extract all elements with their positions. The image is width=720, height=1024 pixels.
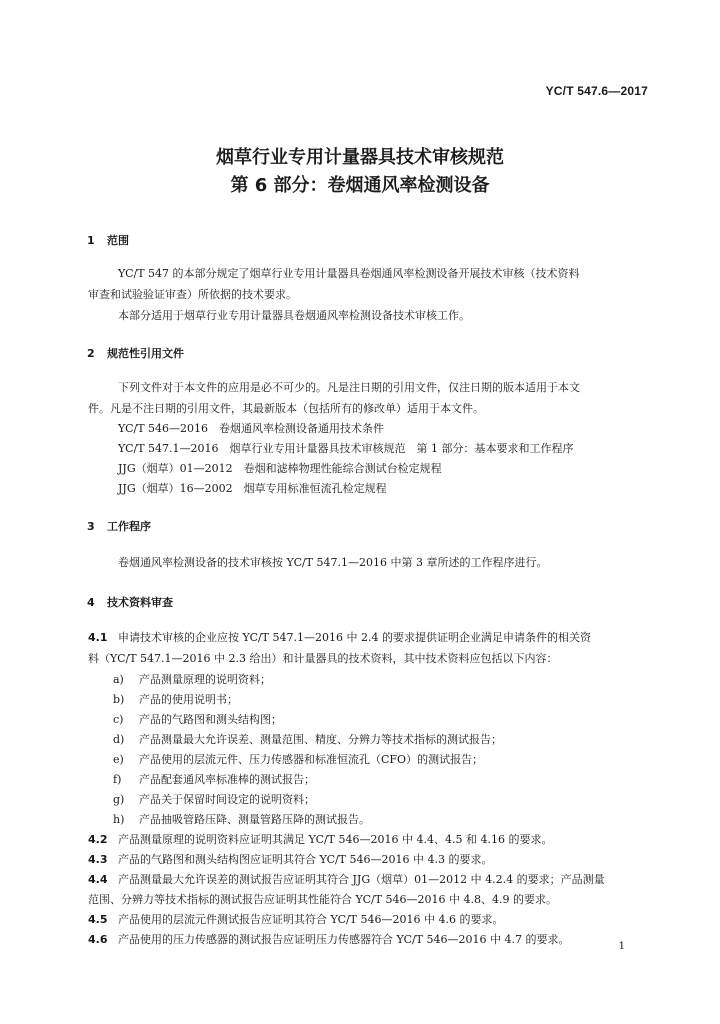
clause-text: 产品测量原理的说明资料应证明其满足 YC/T 546—2016 中 4.4、4.5 和 4.16 的要求。	[118, 833, 553, 846]
document-title: 烟草行业专用计量器具技术审核规范	[216, 147, 504, 168]
clause-number: 4.4	[88, 873, 108, 886]
page-number: 1	[618, 941, 625, 952]
list-label: b)	[113, 693, 125, 706]
paragraph: 审查和试验验证审查）所依据的技术要求。	[88, 288, 297, 301]
clause-4-6	[88, 932, 570, 948]
section-title: 范围	[107, 234, 129, 247]
clause-number: 4.5	[88, 913, 108, 926]
standard-code: YC/T 547.6—2017	[545, 84, 648, 98]
section-1-heading	[87, 232, 129, 248]
list-label: e)	[113, 753, 124, 766]
section-2-heading	[87, 345, 184, 361]
list-text: 产品使用的层流元件、压力传感器和标准恒流孔（CFO）的测试报告；	[139, 753, 484, 766]
list-text: 产品测量最大允许误差、测量范围、精度、分辨力等技术指标的测试报告；	[139, 733, 502, 746]
list-item	[113, 732, 502, 748]
clause-number: 4.6	[88, 933, 108, 946]
section-4-heading	[87, 594, 173, 610]
list-item	[113, 772, 315, 788]
list-text: 产品配套通风率标准棒的测试报告；	[139, 773, 315, 786]
section-title: 技术资料审查	[107, 596, 173, 609]
reference-item: YC/T 546—2016 卷烟通风率检测设备通用技术条件	[118, 422, 385, 435]
paragraph: 件。凡是不注日期的引用文件，其最新版本（包括所有的修改单）适用于本文件。	[88, 402, 484, 415]
clause-number: 4.1	[88, 631, 108, 644]
list-item	[113, 752, 483, 768]
list-label: d)	[113, 733, 125, 746]
clause-number: 4.3	[88, 853, 108, 866]
document-subtitle: 第 6 部分：卷烟通风率检测设备	[230, 175, 490, 196]
section-title: 规范性引用文件	[107, 347, 184, 360]
list-item	[113, 812, 370, 828]
clause-text: 产品测量最大允许误差的测试报告应证明其符合 JJG（烟草）01—2012 中 4.2.4 的要求；产品测量	[118, 873, 605, 886]
clause-text: 产品的气路图和测头结构图应证明其符合 YC/T 546—2016 中 4.3 的要求。	[118, 853, 493, 866]
list-label: f)	[113, 773, 122, 786]
section-number: 4	[87, 596, 95, 609]
list-text: 产品关于保留时间设定的说明资料；	[139, 793, 315, 806]
reference-item: JJG（烟草）01—2012 卷烟和滤棒物理性能综合测试台检定规程	[118, 462, 442, 475]
list-text: 产品抽吸管路压降、测量管路压降的测试报告。	[139, 813, 370, 826]
reference-item: JJG（烟草）16—2002 烟草专用标准恒流孔检定规程	[118, 482, 387, 495]
clause-text: 范围、分辨力等技术指标的测试报告应证明其性能符合 YC/T 546—2016 中 4.8、4.9 的要求。	[88, 893, 557, 906]
section-number: 3	[87, 520, 95, 533]
paragraph: 本部分适用于烟草行业专用计量器具卷烟通风率检测设备技术审核工作。	[118, 309, 470, 322]
list-label: c)	[113, 713, 124, 726]
list-label: a)	[113, 673, 124, 686]
list-item	[113, 712, 282, 728]
section-3-heading	[87, 518, 151, 534]
paragraph: 下列文件对于本文件的应用是必不可少的。凡是注日期的引用文件，仅注日期的版本适用于本文	[118, 381, 580, 394]
list-item	[113, 692, 238, 708]
clause-text: 产品使用的压力传感器的测试报告应证明压力传感器符合 YC/T 546—2016 中 4.7 的要求。	[118, 933, 570, 946]
section-number: 2	[87, 347, 95, 360]
clause-number: 4.2	[88, 833, 108, 846]
paragraph: 卷烟通风率检测设备的技术审核按 YC/T 547.1—2016 中第 3 章所述的工作程序进行。	[118, 556, 548, 569]
paragraph: YC/T 547 的本部分规定了烟草行业专用计量器具卷烟通风率检测设备开展技术审核（技术资料	[118, 267, 580, 280]
list-item	[113, 792, 315, 808]
clause-text: 料（YC/T 547.1—2016 中 2.3 给出）和计量器具的技术资料，其中技术资料应包括以下内容：	[88, 652, 558, 665]
clause-text: 产品使用的层流元件测试报告应证明其符合 YC/T 546—2016 中 4.6 的要求。	[118, 913, 504, 926]
list-item	[113, 672, 271, 688]
clause-4-5	[88, 912, 504, 928]
reference-item: YC/T 547.1—2016 烟草行业专用计量器具技术审核规范 第 1 部分：基本要求和工作程序	[118, 442, 574, 455]
clause-text: 申请技术审核的企业应按 YC/T 547.1—2016 中 2.4 的要求提供证明企业满足申请条件的相关资	[118, 631, 591, 644]
list-label: h)	[113, 813, 125, 826]
clause-4-3	[88, 852, 493, 868]
section-title: 工作程序	[107, 520, 151, 533]
list-label: g)	[113, 793, 125, 806]
clause-4-4	[88, 872, 605, 888]
clause-4-1	[88, 630, 591, 646]
list-text: 产品的使用说明书；	[139, 693, 238, 706]
clause-4-2	[88, 832, 552, 848]
section-number: 1	[87, 234, 95, 247]
list-text: 产品测量原理的说明资料；	[139, 673, 271, 686]
list-text: 产品的气路图和测头结构图；	[139, 713, 282, 726]
